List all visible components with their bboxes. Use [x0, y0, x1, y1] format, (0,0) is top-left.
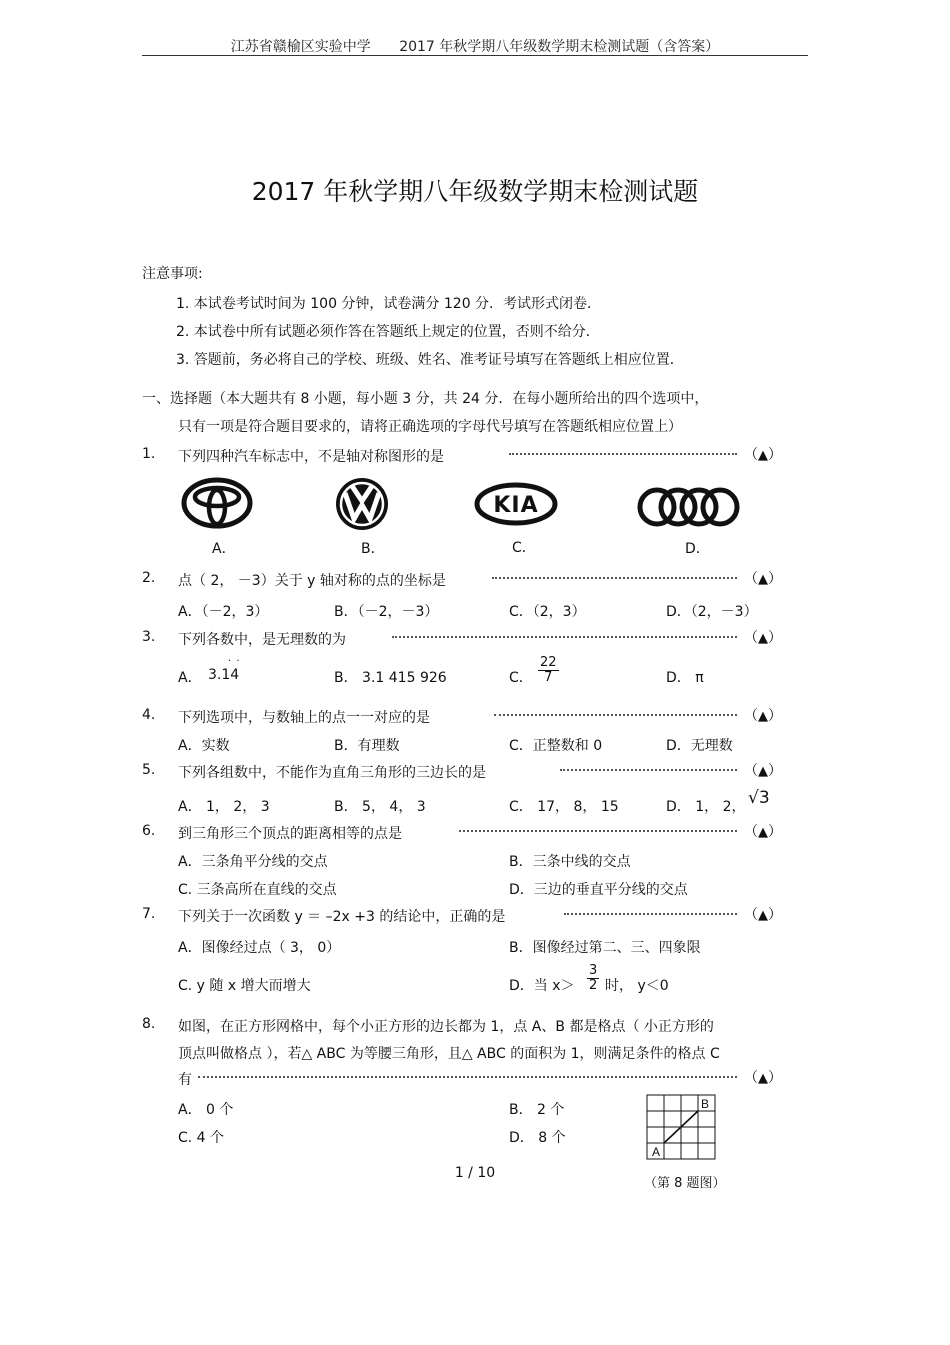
q8-option-c: C. 4 个 — [178, 1130, 225, 1146]
q7-option-c: C. y 随 x 增大而增大 — [178, 978, 311, 994]
answer-open-paren: （ — [744, 1070, 758, 1086]
q2-option-d: D．（2，－3） — [666, 604, 758, 620]
q8-option-d: D． 8 个 — [509, 1130, 566, 1146]
q3-stem: 下列各数中，是无理数的为 — [178, 632, 346, 648]
q2-dot-leader — [488, 570, 741, 586]
svg-text:A: A — [651, 1145, 661, 1159]
q2-stem: 点（ 2， －3）关于 y 轴对称的点的坐标是 — [178, 573, 446, 589]
q3-repeating-dots: · · — [228, 656, 241, 667]
answer-close-paren: ） — [768, 907, 782, 923]
fraction-numerator: 22 — [540, 655, 557, 670]
q5-option-d: D． 1， 2， — [666, 799, 746, 815]
answer-triangle-icon: ▲ — [758, 572, 768, 587]
q1-answer-mark — [744, 444, 782, 464]
answer-triangle-icon: ▲ — [758, 631, 768, 646]
q1-stem: 下列四种汽车标志中，不是轴对称图形的是 — [178, 449, 444, 465]
q1-option-a-label: A． — [212, 541, 236, 557]
q3-option-c-fraction — [538, 656, 559, 684]
fraction-numerator: 3 — [589, 963, 598, 978]
q8-option-a: A． 0 个 — [178, 1102, 234, 1118]
section-instruction: 只有一项是符合题目要求的，请将正确选项的字母代号填写在答题纸相应位置上） — [178, 419, 682, 435]
answer-open-paren: （ — [744, 763, 758, 779]
q3-option-d: D． π — [666, 670, 704, 686]
toyota-logo-icon — [181, 477, 253, 529]
answer-triangle-icon: ▲ — [758, 764, 768, 779]
header-rule — [142, 55, 808, 56]
q7-dot-leader — [560, 906, 741, 922]
q1-dot-leader — [505, 446, 741, 462]
running-header — [0, 36, 950, 56]
answer-open-paren: （ — [744, 708, 758, 724]
q8-answer-mark — [744, 1067, 782, 1087]
header-exam: 2017 年秋学期八年级数学期末检测试题（含答案） — [399, 39, 720, 55]
q8-stem-line-3: 有 — [178, 1072, 192, 1088]
q4-option-d: D．无理数 — [666, 738, 733, 754]
q2-number: 2. — [142, 570, 156, 586]
answer-triangle-icon: ▲ — [758, 908, 768, 923]
answer-open-paren: （ — [744, 571, 758, 587]
q7-option-d-fraction — [587, 964, 599, 992]
q3-option-a-label: A． — [178, 670, 202, 686]
q8-option-b: B． 2 个 — [509, 1102, 565, 1118]
answer-close-paren: ） — [768, 630, 782, 646]
answer-close-paren: ） — [768, 824, 782, 840]
q3-option-c-label: C． — [509, 670, 533, 686]
q4-option-a: A．实数 — [178, 738, 230, 754]
q8-figure-caption: （第 8 题图） — [644, 1176, 726, 1191]
answer-open-paren: （ — [744, 824, 758, 840]
q4-option-c: C．正整数和 0 — [509, 738, 603, 754]
q3-option-b: B． 3.1 415 926 — [334, 670, 447, 686]
answer-close-paren: ） — [768, 763, 782, 779]
q2-option-a: A．（－2，3） — [178, 604, 269, 620]
q6-dot-leader — [455, 823, 741, 839]
q8-stem-line-1: 如图，在正方形网格中，每个小正方形的边长都为 1，点 A、B 都是格点（ 小正方形的 — [178, 1019, 714, 1035]
section-heading: 一、选择题（本大题共有 8 小题，每小题 3 分，共 24 分．在每小题所给出的四个选项中， — [142, 391, 709, 407]
q5-option-b: B． 5， 4， 3 — [334, 799, 426, 815]
q6-option-b: B．三条中线的交点 — [509, 854, 631, 870]
q8-grid-figure — [646, 1094, 716, 1164]
notice-item-2: 2. 本试卷中所有试题必须作答在答题纸上规定的位置，否则不给分． — [176, 324, 600, 340]
answer-triangle-icon: ▲ — [758, 1071, 768, 1086]
q5-stem: 下列各组数中，不能作为直角三角形的三边长的是 — [178, 765, 486, 781]
q7-option-d-prefix: D．当 x＞ — [509, 978, 575, 994]
q7-option-b: B．图像经过第二、三、四象限 — [509, 940, 701, 956]
fraction-denominator: 7 — [544, 669, 553, 685]
q4-answer-mark — [744, 705, 782, 725]
q7-stem: 下列关于一次函数 y ＝ –2x +3 的结论中，正确的是 — [178, 909, 506, 925]
q5-dot-leader — [556, 762, 741, 778]
q7-number: 7. — [142, 906, 156, 922]
q5-option-c: C． 17， 8， 15 — [509, 799, 619, 815]
q6-answer-mark — [744, 821, 782, 841]
q4-stem: 下列选项中，与数轴上的点一一对应的是 — [178, 710, 430, 726]
q5-answer-mark — [744, 760, 782, 780]
q3-number: 3. — [142, 629, 156, 645]
q8-dot-leader — [194, 1069, 741, 1085]
q5-option-a: A． 1， 2， 3 — [178, 799, 270, 815]
q1-option-d-label: D． — [685, 541, 710, 557]
answer-close-paren: ） — [768, 447, 782, 463]
q4-number: 4. — [142, 707, 156, 723]
q6-option-d: D．三边的垂直平分线的交点 — [509, 882, 688, 898]
answer-open-paren: （ — [744, 907, 758, 923]
q4-option-b: B．有理数 — [334, 738, 400, 754]
q3-option-a-value: 3.14 — [208, 667, 240, 683]
q1-number: 1. — [142, 446, 156, 462]
q3-dot-leader — [388, 629, 741, 645]
q4-dot-leader — [490, 707, 741, 723]
q6-option-a: A．三条角平分线的交点 — [178, 854, 328, 870]
q2-option-b: B．（－2，－3） — [334, 604, 439, 620]
notice-item-3: 3. 答题前，务必将自己的学校、班级、姓名、准考证号填写在答题纸上相应位置． — [176, 352, 684, 368]
header-school: 江苏省赣榆区实验中学 — [230, 39, 371, 55]
answer-triangle-icon: ▲ — [758, 825, 768, 840]
svg-text:B: B — [700, 1097, 710, 1111]
q7-option-d-suffix: 时， y＜0 — [605, 978, 669, 994]
answer-triangle-icon: ▲ — [758, 709, 768, 724]
q1-option-c-label: C． — [512, 540, 536, 556]
q7-answer-mark — [744, 904, 782, 924]
q6-option-c: C. 三条高所在直线的交点 — [178, 882, 337, 898]
answer-open-paren: （ — [744, 447, 758, 463]
q3-answer-mark — [744, 627, 782, 647]
q8-number: 8. — [142, 1016, 156, 1032]
answer-open-paren: （ — [744, 630, 758, 646]
answer-triangle-icon: ▲ — [758, 448, 768, 463]
notice-item-1: 1. 本试卷考试时间为 100 分钟，试卷满分 120 分．考试形式闭卷． — [176, 296, 602, 312]
q1-option-b-label: B． — [361, 541, 385, 557]
answer-close-paren: ） — [768, 571, 782, 587]
page-title: 2017 年秋学期八年级数学期末检测试题 — [251, 177, 699, 206]
kia-logo-icon — [474, 481, 558, 527]
audi-logo-icon — [636, 486, 742, 528]
q6-stem: 到三角形三个顶点的距离相等的点是 — [178, 826, 402, 842]
volkswagen-logo-icon — [335, 477, 389, 531]
q2-answer-mark — [744, 568, 782, 588]
notice-heading: 注意事项: — [142, 266, 203, 282]
answer-close-paren: ） — [768, 1070, 782, 1086]
q8-stem-line-2: 顶点叫做格点 ），若△ ABC 为等腰三角形，且△ ABC 的面积为 1，则满足条件的格点 C — [178, 1046, 720, 1062]
q6-number: 6. — [142, 823, 156, 839]
q2-option-c: C．（2，3） — [509, 604, 586, 620]
page-number: 1 / 10 — [454, 1165, 496, 1181]
q5-number: 5. — [142, 762, 156, 778]
fraction-denominator: 2 — [589, 977, 598, 993]
svg-text:KIA: KIA — [493, 493, 539, 518]
q7-option-a: A．图像经过点（ 3， 0） — [178, 940, 341, 956]
answer-close-paren: ） — [768, 708, 782, 724]
q5-radical: √3 — [748, 788, 770, 808]
